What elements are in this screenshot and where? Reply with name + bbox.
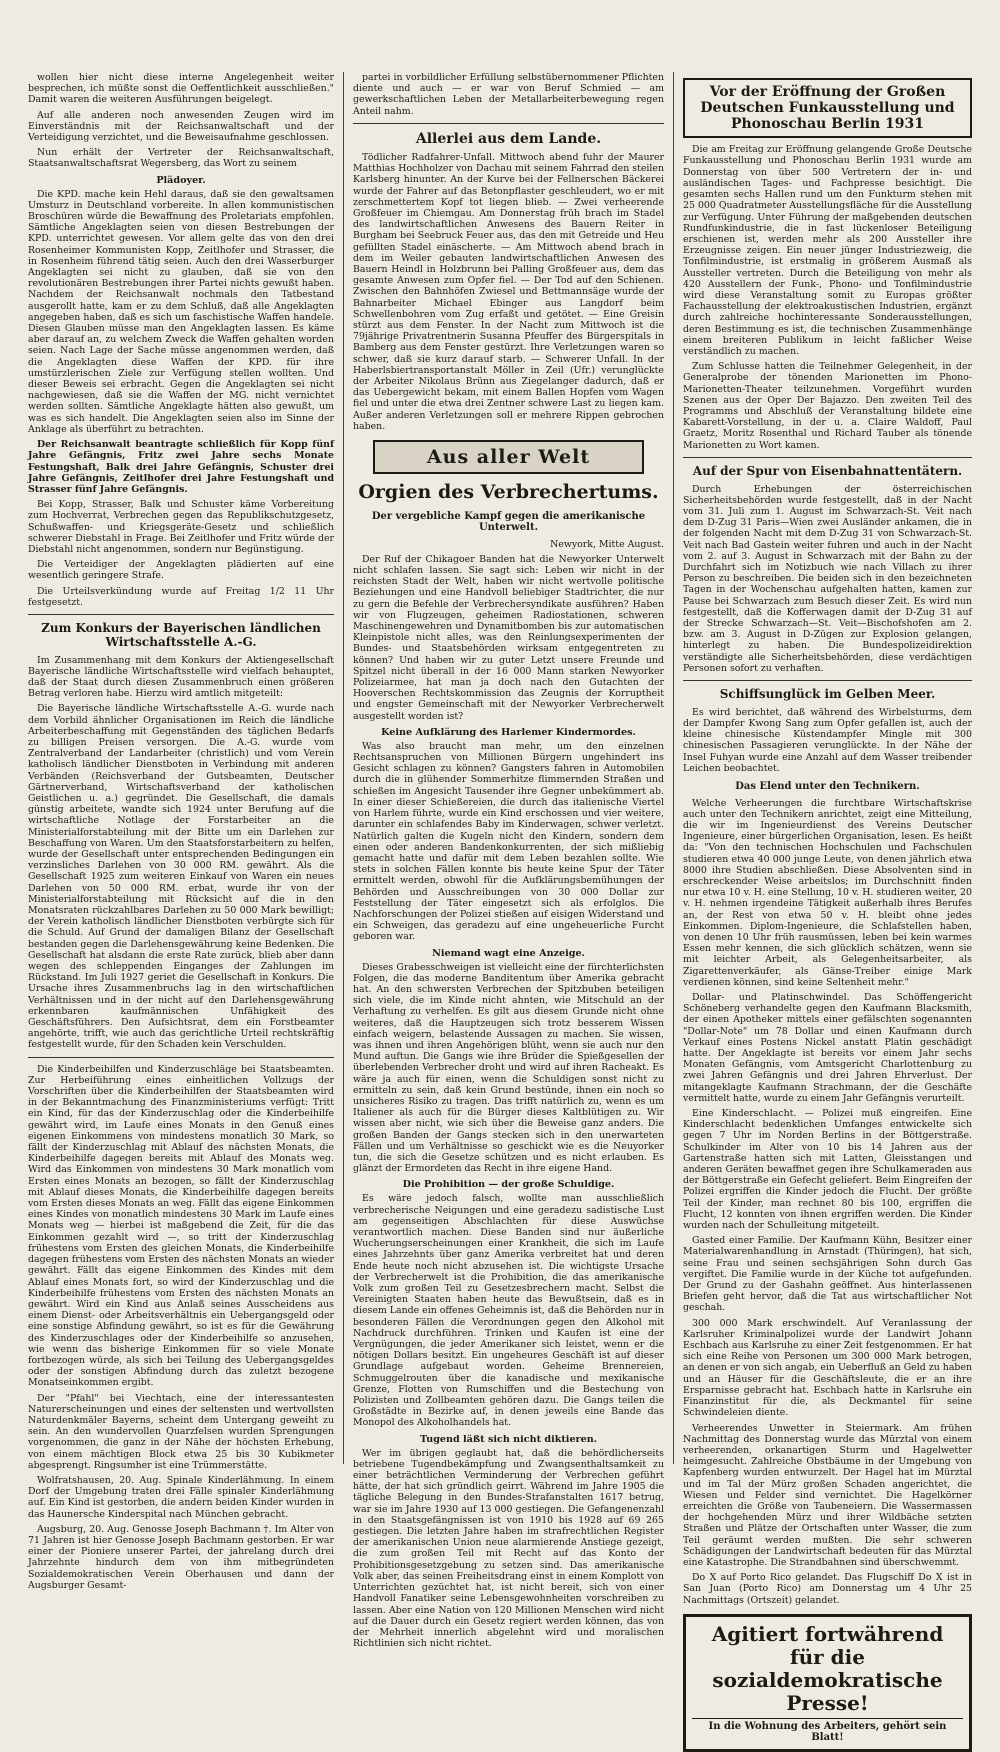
section-subheading: Plädoyer. (156, 174, 206, 186)
article-text: Do X auf Porto Rico gelandet. Das Flugschiff Do X ist in San Juan (Porto Rico) am Donnerstag um 4 Uhr 25 Nachmittags (Ortszeit) gelandet. (683, 1572, 972, 1606)
article-text: Wer im übrigen geglaubt hat, daß die behördlicherseits betriebene Tugendbekämpfung und Zwangsenthaltsamkeit zu einer beträchtlichen Verminderung der Verbrechen geführt hätte, der hat sich gründlich geirrt. Während im Jahre 1905 die tägliche Belegung in den Bundes-Strafanstalten 1617 betrug, war sie im Jahre 1930 auf 13 000 gestiegen. Die Gefangenenzahl in den Staatsgefängnissen ist von 1910 bis 1928 auf 69 265 gestiegen. Die letzten Jahre haben im strafrechtlichen Register der amerikanischen Union neue alarmierende Anstiege gezeigt, die zum großen Teil mit Recht auf das Konto der Prohibitionsgesetzgebung zu setzen sind. Das amerikanische Volk aber, das seinen Freiheitsdrang einst in einem Komplott von Unterrichten gezüchtet hat, ist nicht bereit, sich von einer Handvoll Fanatiker seine Lebensgewohnheiten vorschreiben zu lassen. Aber eine Nation von 120 Millionen Menschen wird nicht auf die Dauer durch ein Gesetz regiert werden können, das von der Mehrheit innerlich abgelehnt wird und moralischen Richtlinien sich nicht richtet. (353, 1447, 664, 1650)
column-right (674, 72, 972, 1743)
divider (353, 123, 664, 124)
article-text: Es wird berichtet, daß während des Wirbelsturms, dem der Dampfer Kwong Sang zum Opfer gefallen ist, auch der kleine chinesische Küstendampfer Mingle mit 300 chinesischen Passagieren verunglückte. In der Nähe der Insel Fuhyan wurde eine Anzahl auf dem Wasser treibender Leichen beobachtet. (683, 706, 972, 774)
article-text: Die Verteidiger der Angeklagten plädierten auf eine wesentlich geringere Strafe. (28, 559, 334, 582)
article-text: Auf alle anderen noch anwesenden Zeugen wird im Einverständnis mit der Reichsanwaltschaft und der Verteidigung verzichtet, und die Beweisaufnahme geschlossen. (28, 109, 334, 144)
article-text: Es wäre jedoch falsch, wollte man ausschließlich verbrecherische Neigungen und eine geradezu sadistische Lust am gegenseitigen Abschlachten für diese Auswüchse verantwortlich machen. Diese Banden sind nur äußerliche Wucherungserscheinungen einer Krankheit, die sich im Laufe eines Jahrzehnts über ganz Amerika verbreitet hat und deren Ende heute noch nicht abzusehen ist. Die wichtigste Ursache der Verbrecherwelt ist die Prohibition, die das amerikanische Volk zum großen Teil zu Gesetzesbrechern macht. Selbst die Vereinigten Staaten haben heute das Bewußtsein, daß es in diesem Lande ein offenes Geheimnis ist, daß die Behörden nur in besonderen Fällen die Verordnungen gegen den Alkohol mit Nachdruck durchführen. Trinken und Kaufen ist eine der Vergnügungen, die jeder Amerikaner sich leistet, wenn er die nötigen Dollars besitzt. Ein ungeheures Geschäft ist auf dieser Grundlage aufgebaut worden. Geheime Brennereien, Schmuggelrouten über die kanadische und mexikanische Grenze, Flotten von Rumschiffen und die Bestechung von Polizisten und Zollbeamten gehören dazu. Die Gangs teilen die Großstädte in Bezirke auf, in denen jeweils eine Bande das Monopol des Alkoholhandels hat. (353, 1193, 664, 1429)
section-subheading: Tugend läßt sich nicht diktieren. (419, 1433, 598, 1445)
article-text: Verheerendes Unwetter in Steiermark. Am frühen Nachmittag des Donnerstag wurde das Mürztal von einem verheerenden, orkanartigen Sturm und Hagelwetter heimgesucht. Zahlreiche Obstbäume in der Umgebung von Kapfenberg wurden entwurzelt. Der Hagel hat im Mürztal und im Tal der Mürz großen Schaden angerichtet, die Wiesen und Felder sind vernichtet. Die Hagelkörner erreichten die Größe von Taubeneiern. Die Wassermassen der hochgehenden Mürz und ihrer Wildbäche setzten Straßen und Plätze der Ortschaften unter Wasser, die zum Teil geräumt werden mußten. Die sehr schweren Schädigungen der Landwirtschaft bedeuten für das Mürztal eine Katastrophe. Die Strandbahnen sind überschwemmt. (683, 1422, 972, 1568)
article-headline: Zum Konkurs der Bayerischen ländlichen Wirtschaftsstelle A.-G. (41, 620, 321, 649)
section-subheading: Niemand wagt eine Anzeige. (432, 947, 585, 959)
article-text: Eine Kinderschlacht. — Polizei muß eingreifen. Eine Kinderschlacht bedenklichen Umfanges entwickelte sich gegen 7 Uhr im Norden Berlins in der Böttgerstraße. Schulkinder im Alter von 10 bis 14 Jahren aus der Gartenstraße hatten sich mit Latten, Gleisstangen und anderen Geräten bewaffnet gegen ihre Schulkameraden aus der Böttgerstraße ein Gefecht geliefert. Beim Eingreifen der Polizei ergriffen die Kinder jedoch die Flucht. Der größte Teil der Kinder, man rechnet 80 bis 100, ergriffen die Flucht, 12 konnten von ihnen ergriffen werden. Die Kinder wurden nach der Schulleitung mitgeteilt. (683, 1108, 972, 1232)
article-text: partei in vorbildlicher Erfüllung selbstübernommener Pflichten diente und auch — er war von Beruf Schmied — am gewerkschaftlichen Leben der Metallarbeiterbewegung regen Anteil nahm. (353, 72, 664, 117)
article-text: Wolfratshausen, 20. Aug. Spinale Kinderlähmung. In einem Dorf der Umgebung traten drei Fälle spinaler Kinderlähmung auf. Ein Kind ist gestorben, die andern beiden Kinder wurden in das Haunersche Kinderspital nach München gebracht. (28, 1474, 334, 1520)
article-text: Welche Verheerungen die furchtbare Wirtschaftskrise auch unter den Technikern anrichtet, zeigt eine Mitteilung, die wir im Ingenieurdienst des Vereins Deutscher Ingenieure, einer bürgerlichen Organisation, lesen. Es heißt da: "Von den technischen Hochschulen und Fachschulen studieren etwa 40 000 junge Leute, von denen jährlich etwa 8000 ihre Studien abschließen. Diese Absolventen sind in erschreckender Weise arbeitslos; im Durchschnitt finden nur etwa 10 v. H. eine Stellung, 10 v. H. studieren weiter, 20 v. H. nehmen irgendeine Tätigkeit außerhalb ihres Berufes an, der Rest von etwa 50 v. H. bleibt ohne jedes Einkommen. Diplom-Ingenieure, die Schlafstellen haben, von denen 10 Uhr früh rausmüssen, leben bei kein warmes Essen mehr kennen, die sich glücklich schätzen, wenn sie mit leichter Arbeit, als Gelegenheitsarbeiter, als Zigarettenverkäufer, als Gänse-Treiber einige Mark verdienen können, sind keine Seltenheit mehr." (683, 797, 972, 988)
article-text: Der Reichsanwalt beantragte schließlich für Kopp fünf Jahre Gefängnis, Fritz zwei Jahre sechs Monate Festungshaft, Balk drei Jahre Gefängnis, Schuster drei Jahre Gefängnis, Zeitlhofer drei Jahre Festungshaft und Strasser fünf Jahre Gefängnis. (28, 439, 334, 495)
article-headline: Schiffsunglück im Gelben Meer. (719, 687, 936, 702)
article-text: Die Kinderbeihilfen und Kinderzuschläge bei Staatsbeamten. Zur Herbeiführung eines einheitlichen Vollzugs der Vorschriften über die Kinderbeihilfen der Staatsbeamten wird in der Bekanntmachung des Finanzministeriums verfügt: Tritt ein Kind, für das der Kinderzuschlag oder die Kinderbeihilfe gewährt wird, im Laufe eines Monats in den Genuß eines eigenen Einkommens von mindestens monatlich 30 Mark, so fällt der Kinderzuschlag mit Ablauf des nächsten Monats, die Kinderbeihilfe dagegen bereits mit Ablauf des Monats weg. Wird das Einkommen von mindestens 30 Mark monatlich vom Ersten eines Monats an bezogen, so fällt der Kinderzuschlag mit Ablauf dieses Monats, die Kinderbeihilfe dagegen bereits vom Ersten dieses Monats an weg. Fällt das eigene Einkommen eines Kindes von monatlich mindestens 30 Mark im Laufe eines Monats weg — hierbei ist maßgebend die Zeit, für die das Einkommen gezahlt wird —, so tritt der Kinderzuschlag frühestens vom Ersten des gleichen Monats, die Kinderbeihilfe dagegen frühestens vom Ersten des nächsten Monats an wieder gewährt. Fällt das eigene Einkommen des Kindes mit dem Ablauf eines Monats fort, so wird der Kinderzuschlag und die Kinderbeihilfe frühestens vom Ersten des nächsten Monats an gewährt. Wird ein Kind aus Anlaß seines Ausscheidens aus einem Dienst- oder Arbeitsverhältnis ein Uebergangsgeld oder eine sonstige Abfindung gewährt, so ist es für die Gewährung des Kinderzuschlages oder der Kinderbeihilfe so anzusehen, wie wenn das bisherige Einkommen für so viele Monate fortbezogen würde, als sich bei Teilung des Uebergangsgeldes oder der sonstigen Abfindung durch das zuletzt bezogene Monatseinkommen ergibt. (28, 1063, 334, 1389)
article-text: Zum Schlusse hatten die Teilnehmer Gelegenheit, in der Generalprobe der tönenden Marionetten im Phono-Marionetten-Theater teilzunehmen. Vorgeführt wurden Szenen aus der Oper Der Bajazzo. Den zweiten Teil des Programms und Abschluß der Veranstaltung bildete eine Kabarett-Vorstellung, in der u. a. Claire Waldoff, Paul Graetz, Moritz Rosenthal und Richard Tauber als tönende Marionetten zu Wort kamen. (683, 361, 972, 451)
section-subheading: Die Prohibition — der große Schuldige. (402, 1179, 615, 1191)
headline-box (683, 78, 972, 138)
divider (683, 680, 972, 681)
article-text: wollen hier nicht diese interne Angelegenheit weiter besprechen, ich müßte sonst die Oeffentlichkeit ausschließen." Damit waren die weiteren Ausführungen beigelegt. (28, 72, 334, 106)
article-text: Der Ruf der Chikagoer Banden hat die Newyorker Unterwelt nicht schlafen lassen. Sie sagt sich: Leben wir nicht in der reichsten Stadt der Welt, haben wir nicht wertvolle politische Beziehungen und eine Handvoll beliebiger Stadtrichter, die nur zu gern die Befehle der Verbrechersyndikate ausführen? Haben wir von Flugzeugen, geheimen Radiostationen, schweren Maschinengewehren und Dynamitbomben bis zur automatischen Kleinpistole nicht alles, was den Reinlungsexperimenten der Bundes- und Staatsbehörden wirksam entgegentreten zu können? Und haben wir zu guter Letzt unsere Freunde und Spitzel nicht überall in der 16 000 Mann starken Newyorker Polizeiarmee, hat man ja doch nach den Gutachten der Hooverschen Rechtskommission das Zeugnis der Korruptheit und engster Gemeinschaft mit der Newyorker Verbrecherwelt ausgestellt worden ist? (353, 553, 664, 722)
article-headline: Allerlei aus dem Lande. (415, 130, 602, 147)
article-text: Durch Erhebungen der österreichischen Sicherheitsbehörden wurde festgestellt, daß in der Nacht vom 31. Juli zum 1. August im Schwarzach-St. Veit nach dem D-Zug 31 Paris—Wien zwei Ausländer ankamen, die in der folgenden Nacht mit dem D-Zug 31 von Schwarzach-St. Veit nach Bad Gastein weiter fuhren und auch in der Nacht vom 2. auf 3. August in Schwarzach mit der Bahn zu der Durchfahrt sich im Notizbuch wie nach Villach zu ihrer Person zu beschreiben. Die beiden sich in den bezeichneten Tagen in der Wochenschau aufgehalten hatten, kamen zur Pause bei Schwarzach zum Besuch dieser Zeit. Es wird nun festgestellt, daß die Kofferwagen damit der D-Zug 31 auf der Strecke Schwarzach—St. Veit—Bischofshofen am 2. bzw. am 3. August in D-Zügen zur Explosion gelangen, hinterlegt zu haben. Die Bundespolizeidirektion verständigte alle Sicherheitsbehörden, diese verdächtigen Personen sofort zu verhaften. (683, 483, 972, 674)
advertisement-box (683, 1614, 972, 1752)
article-text: Augsburg, 20. Aug. Genosse Joseph Bachmann †. Im Alter von 71 Jahren ist hier Genosse Joseph Bachmann gestorben. Er war einer der Pioniere unserer Partei, der jahrelang durch drei Jahrzehnte hindurch dem von ihm mitbegründeten Sozialdemokratischen Verein Oberhausen und dann der Augsburger Gesamt- (28, 1523, 334, 1591)
section-banner: Aus aller Welt (373, 440, 644, 474)
article-text: Der "Pfahl" bei Viechtach, eine der interessantesten Naturerscheinungen und eines der seltensten und wertvollsten Naturdenkmäler Bayerns, scheint dem Untergang geweiht zu sein. An den wundervollen Quarzfelsen wurden Sprengungen vorgenommen, die ganz in der Nähe der höchsten Erhebung, von einem mächtigen Block etwa 25 bis 30 Kubikmeter abgesprengt. Ringsumher ist eine Trümmerstätte. (28, 1392, 334, 1471)
article-text: Tödlicher Radfahrer-Unfall. Mittwoch abend fuhr der Maurer Matthias Hochholzer von Dachau mit seinem Fahrrad den steilen Karlsberg hinunter. An der Kurve bei der Fellnerschen Bäckerei wurde der Fahrer auf das Betonpflaster geschleudert, wo er mit zerschmettertem Kopf tot liegen blieb. — Zwei verheerende Großfeuer im Chiemgau. Am Donnerstag früh brach im Stadel des landwirtschaftlichen Anwesens des Bauern Reiter in Burgham bei Seebruck Feuer aus, das den mit Getreide und Heu gefüllten Stadel einäscherte. — Am Mittwoch abend brach in dem im Weiler gebauten landwirtschaftlichen Anwesen des Bauern Heindl in Holzbrunn bei Palling Großfeuer aus, dem das gesamte Anwesen zum Opfer fiel. — Der Tod auf den Schienen. Zwischen den Bahnhöfen Zwiesel und Bettmannsäge wurde der Bahnarbeiter Michael Ebinger aus Langdorf beim Schwellenbohren vom Zug erfaßt und getötet. — Eine Greisin stürzt aus dem Fenster. In der Nacht zum Mittwoch ist die 79jährige Privatrentnerin Susanna Pfeuffer des Bürgerspitals in Bamberg aus dem Fenster gestürzt. Ihre Verletzungen waren so schwer, daß sie kurz darauf starb. — Schwerer Unfall. In der Haberlsbiertransportanstalt Möller in Zeil (Ufr.) verunglückte der Arbeiter Nikolaus Brünn aus Ziegelanger dadurch, daß er das Uebergewicht bekam, mit einem Ballen Hopfen vom Wagen fiel und unter die etwa drei Zentner schwere Last zu liegen kam. Außer anderen Verletzungen soll er mehrere Rippen gebrochen haben. (353, 151, 664, 432)
advertisement-tagline: In die Wohnung des Arbeiters, gehört sein Blatt! (692, 1718, 963, 1743)
article-text: Im Zusammenhang mit dem Konkurs der Aktiengesellschaft Bayerische ländliche Wirtschaftsstelle wird vielfach behauptet, daß der Staat durch diesen Zusammenbruch einen größeren Betrag verloren habe. Hierzu wird amtlich mitgeteilt: (28, 654, 334, 700)
article-text: Die am Freitag zur Eröffnung gelangende Große Deutsche Funkausstellung und Phonoschau Berlin 1931 wurde am Donnerstag von über 500 Vertretern der in- und ausländischen Tages- und Fachpresse besichtigt. Die gesamten sechs Hallen rund um den Funkturm stehen mit 25 000 Quadratmeter Ausstellungsfläche für die Ausstellung zur Verfügung. Unter Führung der maßgebenden deutschen Rundfunkindustrie, die in fast lückenloser Beteiligung erschienen ist, werden mehr als 200 Aussteller ihre Erzeugnisse zeigen. Ein neuer jünger Industriezweig, die Tonfilmindustrie, ist erstmalig in größerem Ausmaß als Aussteller vertreten. Durch die Beteiligung von mehr als 420 Ausstellern der Funk-, Phono- und Tonfilmindustrie wird diese Veranstaltung somit zu Europas größter Fachausstellung der elektroakustischen Industrien, ergänzt durch zahlreiche hochinteressante Sonderausstellungen, deren Bestimmung es ist, die technischen Zusammenhänge einem breiteren Publikum in leicht faßlicher Weise verständlich zu machen. (683, 144, 972, 357)
dateline: Newyork, Mitte August. (550, 538, 664, 550)
article-text: Bei Kopp, Strasser, Balk und Schuster käme Vorbereitung zum Hochverrat, Verbrechen gegen das Republikschutzgesetz, Schußwaffen- und Kriegsgeräte-Gesetz und schließlich schwerer Diebstahl in Frage. Bei Zeitlhofer und Fritz würde der Diebstahl nicht angenommen, sondern nur Begünstigung. (28, 499, 334, 555)
article-subheadline: Der vergebliche Kampf gegen die amerikanische Unterwelt. (371, 510, 646, 534)
divider (28, 614, 334, 615)
column-middle (344, 72, 674, 1650)
article-text: Dieses Grabesschweigen ist vielleicht eine der fürchterlichsten Folgen, die das moderne Banditentum über Amerika gebracht hat. An den schwersten Verbrechen der Spitzbuben beteiligen sich viele, die im Kinde nicht ahnten, wie Mitschuld an der Verhaftung zu verhelfen. Es gilt aus diesem Grunde nicht ohne weiteres, daß die Hauptzeugen sich trotz besserem Wissen einfach weigern, belastende Aussagen zu machen. Sie wissen, was ihnen und ihren Angehörigen blüht, wenn sie auch nur den Mund auftun. Die Gangs wie ihre Brüder die Spießgesellen der überlebenden Verbrecher droht und wird auf ihren Racheakt. Es wäre ja auch für einen, wenn die Schuldigen sonst nicht zu ermitteln zu sein, daß kein Grund bestünde, ihnen ein noch so unsicheres Risiko zu tragen. Das trifft natürlich zu, wenn es um Italiener als auch für die Bürger dieses Kaltblütigen zu. Wir wissen aber nicht, wie sich über die Beweise ganz anders. Die großen Banden der Gangs stecken sich in den unerwarteten Fällen und um Verhältnisse so geschickt wie es die Neuyorker tun, die sich die Gesetze schützen und es nicht erlauben. Es glänzt der Ermordeten das Recht in ihre eigene Hand. (353, 961, 664, 1175)
divider (683, 457, 972, 458)
article-text: Gasted einer Familie. Der Kaufmann Kühn, Besitzer einer Materialwarenhandlung in Arnstadt (Thüringen), hat sich, seine Frau und seinen sechsjährigen Sohn durch Gas vergiftet. Die Familie wurde in der Küche tot aufgefunden. Der Grund zu der Gashahn geöffnet. Aus hinterlassenen Briefen geht hervor, daß die Tat aus wirtschaftlicher Not geschah. (683, 1235, 972, 1314)
article-headline: Das Elend unter den Technikern. (735, 781, 920, 793)
article-text: Die KPD. mache kein Hehl daraus, daß sie den gewaltsamen Umsturz in Deutschland vorbereite. In allen kommunistischen Broschüren würde die Bewaffnung des Proletariats empfohlen. Sämtliche Angeklagten seien von diesen Bestrebungen der KPD. unterrichtet gewesen. Vor allem gelte das von den drei Rosenheimer Kommunisten Kopp, Zeitlhofer und Strasser, die in Rosenheim führend tätig seien. Auch den drei Wasserburger Angeklagten sei nicht zu glauben, daß sie von den revolutionären Bestrebungen ihrer Partei nichts gewußt haben. Nachdem der Reichsanwalt nochmals den Tatbestand ausgerollt hatte, kam er zu dem Schluß, daß alle Angeklagten angegeben haben, daß es sich um faschistische Waffen handele. Diesen Glauben müsse man den Angeklagten lassen. Es käme aber darauf an, zu welchem Zweck die Waffen gehalten worden seien. Nach Lage der Sache müsse angenommen werden, daß die Angeklagten diese Waffen der KPD. für ihre umstürzlerischen Ziele zur Verfügung stellen wollten. Und dieser Beweis sei erbracht. Gegen die Angeklagten sei nicht nachgewiesen, daß sie die Waffen der MG. nicht vernichtet werden sollten. Sämtliche Angeklagte hätten also gewußt, um was es sich handelt. Die Angeklagten seien also im Sinne der Anklage als überführt zu betrachten. (28, 188, 334, 435)
article-text: Die Bayerische ländliche Wirtschaftsstelle A.-G. wurde nach dem Vorbild ähnlicher Organisationen im Reich die ländliche Arbeiterbeschaffung mit Gegenständen des täglichen Bedarfs zu billigen Preisen versorgen. Die A.-G. wurde vom Zentralverband der Landarbeiter (christlich) und vom Verein katholisch ländlicher Dienstboten in Verbindung mit anderen Verbänden (Reichsverband der Gutsbeamten, Deutscher Gärtnerverband, Wirtschaftsverband der katholischen Geistlichen u. a.) gegründet. Die Gesellschaft, die damals günstig arbeitete, wandte sich 1924 unter Berufung auf die wirtschaftliche Notlage der Forstarbeiter an die Ministerialforstabteilung mit der Bitte um ein Darlehen zur Beschaffung von Waren. Um den Staatsforstarbeitern zu helfen, wurde der Gesellschaft unter entsprechenden Bedingungen ein verzinsliches Darlehen von 30 000 RM. gewährt. Als die Gesellschaft 1925 zum weiteren Einkauf von Waren ein neues Darlehen von 50 000 RM. erbat, wurde ihr von der Ministerialforstabteilung mit Rücksicht auf die in den Monatsraten rückzahlbares Darlehen zu 50 000 Mark bewilligt; der Verein katholisch ländlicher Dienstboten verbürgte sich für die Schuld. Auf Grund der damaligen Bilanz der Gesellschaft bestanden gegen die Darlehensgewährung keine Bedenken. Die Gesellschaft hat alsdann die erste Rate zurück, blieb aber dann wegen des schleppenden Einganges der Zahlungen im Rückstand. Im Juli 1927 geriet die Gesellschaft in Konkurs. Die Ursache ihres Zusammenbruchs lag in den wirtschaftlichen Verhältnissen und in der nicht auf den Darlehensgewährung erkennbaren kaufmännischen Unfähigkeit des Geschäftsführers. Den Aufsichtsrat, dem ein Forstbeamter angehörte, trifft, wie auch das gerichtliche Urteil rechtskräftig festgestellt wurde, für den Schaden kein Verschulden. (28, 703, 334, 1051)
column-left (28, 72, 344, 1591)
article-text: Die Urteilsverkündung wurde auf Freitag 1/2 11 Uhr festgesetzt. (28, 585, 334, 608)
article-headline: Orgien des Verbrechertums. (358, 480, 659, 503)
article-headline: Vor der Eröffnung der Großen Deutschen Funkausstellung und Phonoschau Berlin 1931 (700, 84, 955, 133)
article-text: 300 000 Mark erschwindelt. Auf Veranlassung der Karlsruher Kriminalpolizei wurde der Landwirt Johann Eschbach aus Karlsruhe zu einer Zeit festgenommen. Er hat sich eine Reihe von Personen um 300 000 Mark betrogen, an denen er von sich angab, ein Ueberfluß an Geld zu haben und an Häuser für die Geschäftsleute, die er an ihre Ersparnisse gebracht hat. Eschbach hatte in Karlsruhe ein Finanzinstitut für die, als Deckmantel für seine Schwindeleien diente. (683, 1317, 972, 1419)
article-text: Dollar- und Platinschwindel. Das Schöffengericht Schöneberg verhandelte gegen den Kaufmann Blacksmith, der einen Apotheker mittels einer gefälschten sogenannten "Dollar-Note" um 78 Dollar und einen Kaufmann durch Verkauf eines Postens Nickel anstatt Platin geschädigt hatte. Der Angeklagte ist bereits vor einem Jahr sechs Monaten Gefängnis, vom Amtsgericht Charlottenburg zu zwei Jahren Gefängnis und drei Jahren Ehrverlust. Der mitangeklagte Kaufmann Strachmann, der die Geschäfte vermittelt hatte, wurde zu einem Jahr Gefängnis verurteilt. (683, 991, 972, 1104)
section-subheading: Keine Aufklärung des Harlemer Kindermordes. (381, 726, 636, 738)
article-text: Nun erhält der Vertreter der Reichsanwaltschaft, Staatsanwaltschaftsrat Wegersberg, das Wort zu seinem (28, 147, 334, 170)
divider (28, 1057, 334, 1058)
article-headline: Auf der Spur von Eisenbahnattentätern. (692, 463, 963, 478)
article-text: Was also braucht man mehr, um den einzelnen Rechtsanspruchen von Millionen Bürgern ungehindert ins Gesicht schlagen zu können? Gangsters fahren in Automobilen durch die in glühender Sommerhitze flimmernden Straßen und schießen im Angesicht Tausender ihre Gegner unbekümmert ab. In einer dieser Schießereien, die durch das italienische Viertel von Harlem führte, wurde ein Kind erschossen und vier weitere, darunter ein schlafendes Baby im Kinderwagen, schwer verletzt. Natürlich galten die Kugeln nicht den Kindern, sondern dem einen oder anderen Bandenkonkurrenten, der sich mißliebig gemacht hatte und dafür mit dem Leben bezahlen sollte. Wie stets in solchen Fällen konnte bis heute keine Spur der Täter ermittelt werden, obwohl für die Aufklärungsbemühungen der Behörden und Ausschreibungen von 30 000 Dollar zur Feststellung der Täter eingesetzt sich als erfolglos. Die Nachforschungen der Polizei stießen auf eisigen Widerstand und ein Schweigen, das geradezu auf eine ungeheuerliche Furcht geboren war. (353, 740, 664, 943)
advertisement-headline: Agitiert fortwährend für die sozialdemokratische Presse! (711, 1621, 944, 1715)
